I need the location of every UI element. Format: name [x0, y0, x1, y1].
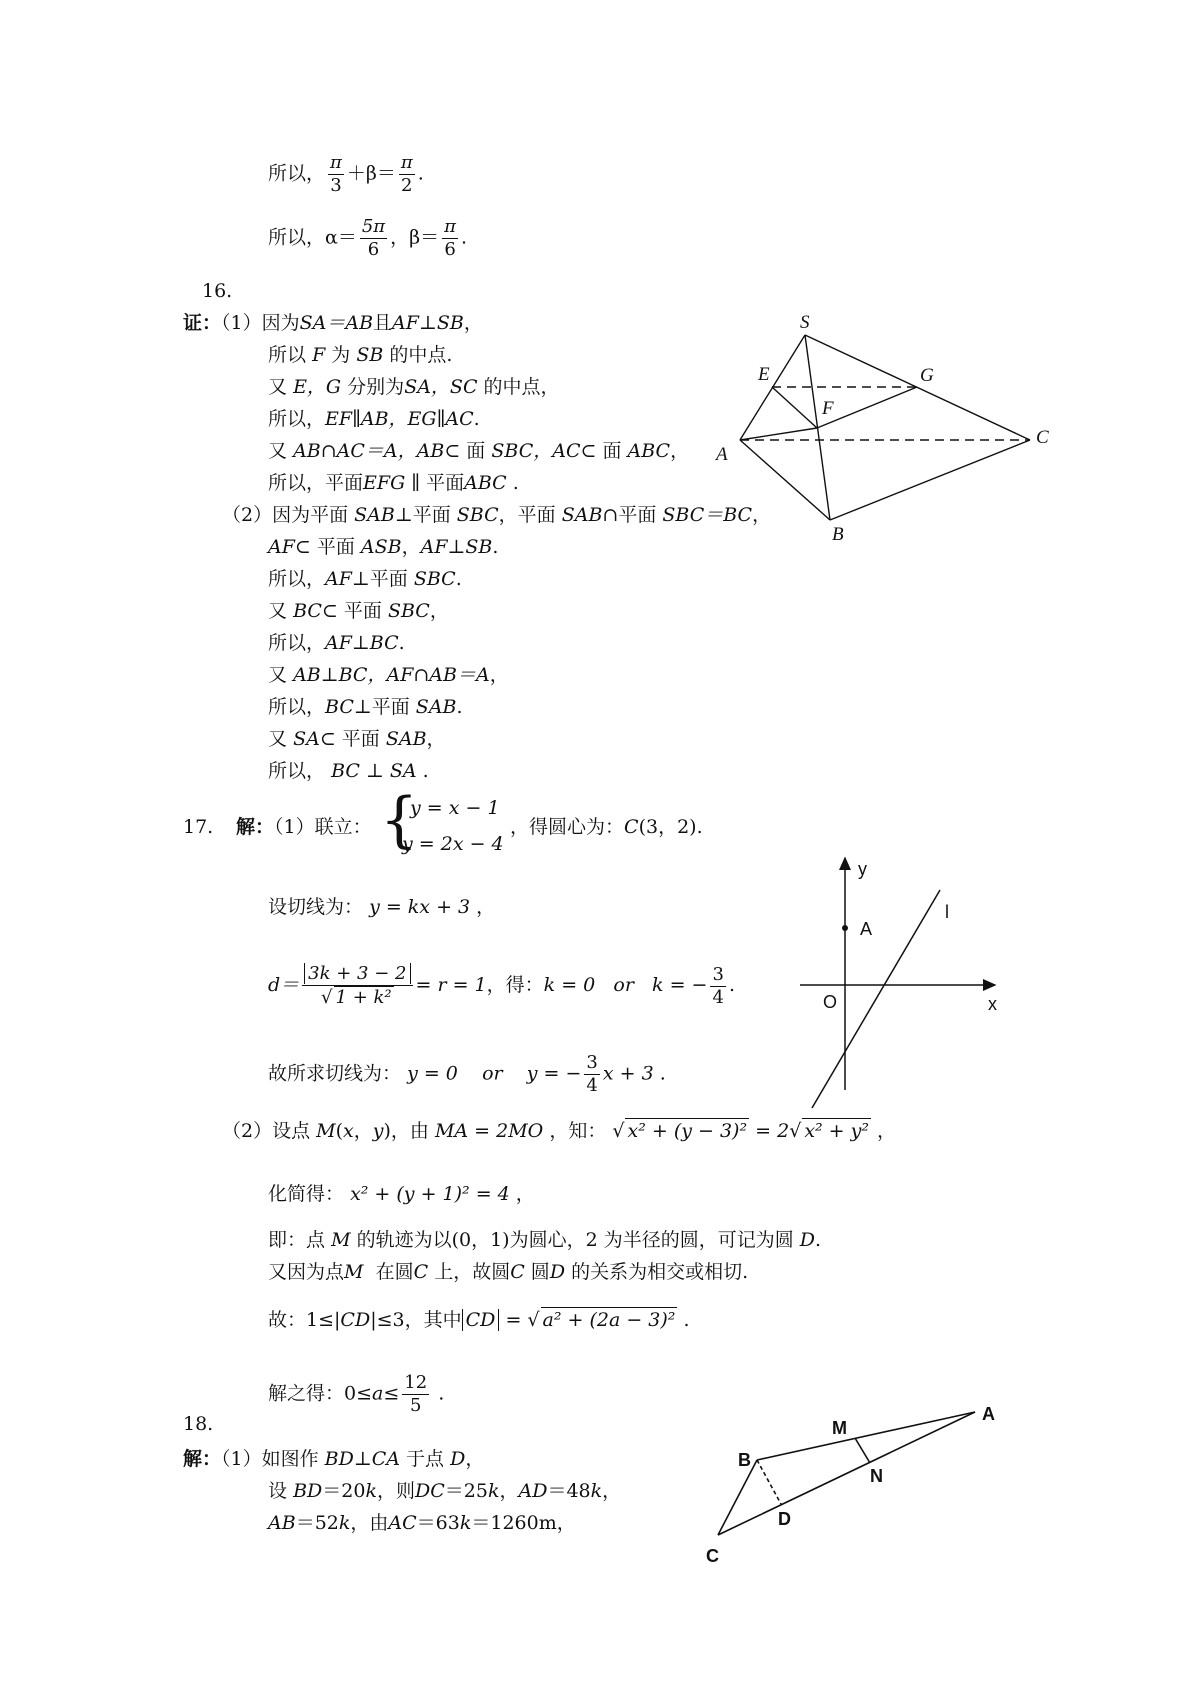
denominator: 2 — [401, 175, 413, 196]
label-l: l — [945, 902, 949, 922]
p17-line8 — [268, 1260, 748, 1284]
fraction-3-4 — [584, 1052, 599, 1097]
text: 在圆 — [375, 1261, 414, 1283]
text: （2）因为平面 — [222, 504, 349, 526]
text: ， — [463, 312, 483, 334]
text: 设切线为： — [268, 896, 364, 918]
text: ⊥平面 — [394, 504, 451, 526]
p17-line2 — [268, 895, 495, 919]
p18-line2 — [268, 1479, 621, 1503]
math: EFG — [363, 472, 406, 494]
text: ＝52 — [295, 1512, 339, 1534]
text: . — [456, 696, 463, 718]
label-A: A — [716, 444, 728, 465]
denominator: 6 — [444, 239, 456, 260]
math: SB — [356, 344, 384, 366]
fraction-5pi-over-6 — [360, 216, 387, 261]
text: ，由 — [350, 1512, 389, 1534]
p18-line1 — [183, 1447, 484, 1471]
p18-line3 — [268, 1511, 576, 1535]
text: ， — [465, 1448, 485, 1470]
label-y: y — [858, 859, 867, 879]
math: x + 3 — [602, 1062, 654, 1085]
system-brace: { — [380, 785, 419, 855]
denominator: 4 — [712, 986, 724, 1008]
text: 所以 — [268, 344, 307, 366]
p16-line5 — [268, 439, 689, 463]
text: ， — [515, 1183, 535, 1205]
text: ， — [877, 1120, 897, 1142]
fraction-12-5 — [402, 1372, 429, 1417]
p16-line11 — [268, 631, 405, 655]
math: k — [365, 1480, 377, 1502]
p16-line10 — [268, 599, 449, 623]
label-E: E — [758, 364, 770, 385]
text: 所以， — [268, 696, 326, 718]
abs-value: 3k + 3 − 2 — [304, 963, 410, 984]
p17-line6 — [268, 1182, 535, 1206]
p16-line14 — [268, 727, 446, 751]
math: D — [799, 1229, 815, 1251]
text: ⊂ 面 — [444, 440, 486, 462]
label-A: A — [860, 919, 873, 939]
text: 分别为 — [347, 376, 405, 398]
text: . — [659, 1062, 666, 1085]
math: SAB — [354, 504, 395, 526]
text: )，由 — [383, 1120, 429, 1142]
text: ⊥平面 — [351, 568, 408, 590]
radicand: x² + y² — [804, 1120, 869, 1142]
text: ，β＝ — [390, 226, 440, 249]
p15-line2 — [268, 216, 467, 261]
math: SAB — [385, 728, 427, 750]
p17-line7 — [268, 1228, 821, 1252]
text: ，得圆心为： — [510, 816, 625, 838]
math: x — [343, 1120, 354, 1142]
math: C — [624, 816, 639, 838]
denominator: 6 — [367, 239, 380, 260]
text: . — [728, 974, 735, 996]
point-A — [842, 925, 848, 931]
text: ⊥平面 — [353, 696, 410, 718]
text: ＝63 — [416, 1512, 460, 1534]
p17-line10 — [268, 1372, 444, 1417]
math: y = 0 — [407, 1062, 458, 1085]
text: . — [815, 1229, 822, 1251]
text: α＝ — [325, 226, 357, 249]
p17-number: 17. — [183, 816, 214, 838]
edge-BC — [830, 440, 1030, 520]
numerator: 3 — [712, 963, 724, 985]
math: or — [482, 1062, 503, 1085]
text: 的中点， — [483, 376, 560, 398]
p16-line6 — [268, 471, 519, 495]
text: . — [438, 1382, 445, 1405]
math: k = − — [652, 974, 708, 996]
math: E，G — [293, 376, 342, 398]
text: ， — [752, 504, 772, 526]
label: 解： — [236, 816, 275, 838]
edge-AF — [740, 428, 817, 440]
p16-line4 — [268, 407, 480, 431]
text: 设 — [268, 1480, 288, 1502]
text: ≤ — [383, 1382, 400, 1405]
math: SA，SC — [404, 376, 478, 398]
denominator: √ 1 + k² — [321, 987, 392, 1008]
text: 又 — [268, 600, 288, 622]
label-B: B — [832, 524, 844, 545]
text: ，平面 — [498, 504, 556, 526]
text: ＝20 — [322, 1480, 366, 1502]
fraction-pi-over-3 — [328, 152, 344, 197]
edge-EF — [772, 387, 817, 428]
text: 且 — [373, 312, 393, 334]
math: SA＝AB — [299, 312, 374, 334]
label-N: N — [870, 1466, 883, 1486]
math: SBC — [413, 568, 456, 590]
math: ABC — [627, 440, 671, 462]
text: 圆 — [530, 1261, 550, 1283]
math: BC — [325, 696, 354, 718]
math: AF — [325, 568, 352, 590]
text: ，知： — [549, 1120, 607, 1142]
math: M — [331, 1229, 351, 1251]
math: C — [510, 1261, 525, 1283]
fraction-pi-over-2 — [399, 152, 415, 197]
fraction-pi-over-6 — [442, 216, 458, 261]
text: . — [398, 632, 405, 654]
p16-line3 — [268, 375, 560, 399]
radicand: a² + (2a − 3)² — [542, 1309, 676, 1331]
text: （2）设点 — [222, 1120, 311, 1142]
text: ＝1260m， — [471, 1512, 576, 1534]
text: ，得： — [486, 974, 544, 996]
label-B: B — [738, 1450, 751, 1470]
p16-line8 — [268, 535, 498, 559]
p17-line5: （2）设点 M(x，y)，由 MA = 2MO ，知： √ x² + (y − 3)² = 2√ x² + y² ， — [222, 1120, 897, 1142]
radicand: 1 + k² — [335, 987, 392, 1008]
text: 于点 — [406, 1448, 445, 1470]
p17-line4 — [268, 1052, 666, 1097]
label-M: M — [832, 1418, 847, 1438]
text: |≤3，其中 — [370, 1309, 462, 1331]
p16-line15 — [268, 759, 429, 783]
text: 即：点 — [268, 1229, 326, 1251]
math: F — [312, 344, 326, 366]
math: = 2 — [755, 1120, 790, 1142]
system-eq2: y = 2x − 4 — [402, 833, 504, 855]
math: BC ⊥ SA — [331, 760, 417, 782]
label-C: C — [706, 1546, 719, 1566]
math: D — [450, 1448, 466, 1470]
text: 的轨迹为以(0，1)为圆心，2 为半径的圆，可记为圆 — [356, 1229, 794, 1251]
pyramid-figure — [700, 300, 1060, 550]
text: ∩平面 — [602, 504, 657, 526]
math: M — [316, 1120, 336, 1142]
math: AB⊥BC，AF∩AB＝A — [293, 664, 490, 686]
text: ，则 — [376, 1480, 415, 1502]
text: ＋β＝ — [346, 162, 396, 185]
label-O: O — [823, 992, 838, 1012]
radicand: x² + (y − 3)² — [627, 1120, 748, 1142]
p18-number: 18. — [183, 1413, 214, 1435]
numerator — [302, 963, 412, 986]
math: ABC — [464, 472, 507, 494]
math: AB — [268, 1512, 296, 1534]
text: （1）如图作 — [221, 1448, 319, 1470]
label-F: F — [822, 398, 834, 419]
numerator: π — [330, 152, 342, 173]
text: ∥ 平面 — [411, 472, 465, 494]
text: 又 — [268, 440, 288, 462]
math: AF⊥BC — [325, 632, 399, 654]
text: ⊂ 平面 — [294, 536, 355, 558]
text: 所以， — [268, 632, 326, 654]
edge-AB — [740, 440, 830, 520]
system-eq1: y = x − 1 — [410, 797, 500, 819]
text: 所以，平面 — [268, 472, 364, 494]
text: （1）联立： — [274, 816, 372, 838]
text: 所以， — [268, 162, 326, 185]
math: AF⊥SB — [420, 536, 493, 558]
text: . — [683, 1309, 690, 1331]
denominator: 4 — [586, 1075, 598, 1096]
text: 又 — [268, 376, 288, 398]
text: . — [512, 472, 519, 494]
text: ＝48 — [547, 1480, 591, 1502]
math: SBC＝BC — [662, 504, 753, 526]
math: DC — [414, 1480, 445, 1502]
math: AF⊥SB — [392, 312, 464, 334]
text: 故：1≤| — [268, 1309, 341, 1331]
text: 化简得： — [268, 1183, 345, 1205]
segment-BD-dashed — [757, 1460, 781, 1504]
text: ， — [670, 440, 690, 462]
math: BD — [293, 1480, 323, 1502]
math: SAB — [415, 696, 457, 718]
numerator: 12 — [404, 1372, 428, 1393]
label-A: A — [982, 1404, 995, 1424]
text: 上，故圆 — [434, 1261, 511, 1283]
triangle-figure — [690, 1395, 1010, 1575]
denominator: 5 — [409, 1395, 422, 1416]
text: 解之得：0≤ — [268, 1382, 373, 1405]
math: = r = 1 — [415, 974, 487, 996]
text: ⊂ 平面 — [321, 600, 382, 622]
math: AC — [388, 1512, 417, 1534]
label-D: D — [778, 1509, 791, 1529]
math: = — [505, 1309, 522, 1331]
numerator: π — [400, 152, 413, 173]
label-G: G — [920, 365, 934, 386]
math: AF — [268, 536, 295, 558]
text: 又因为点 — [268, 1261, 345, 1283]
math: SAB — [561, 504, 603, 526]
p17-line3 — [268, 963, 735, 1009]
text: . — [422, 760, 429, 782]
text: ， — [353, 1120, 373, 1142]
text: 为 — [331, 344, 351, 366]
math: d＝ — [268, 974, 300, 996]
text: ⊂ 面 — [580, 440, 622, 462]
side-BA — [757, 1412, 975, 1460]
math: BC — [293, 600, 322, 622]
math: or — [613, 974, 634, 996]
label: 证： — [183, 312, 222, 334]
p16-line13 — [268, 695, 463, 719]
numerator: 3 — [586, 1052, 598, 1073]
math: x² + (y + 1)² = 4 — [350, 1183, 510, 1205]
text: 所以， — [268, 226, 326, 249]
text: 所以， — [268, 568, 326, 590]
math: k — [487, 1480, 500, 1502]
text: 故所求切线为： — [268, 1062, 402, 1085]
label-C: C — [1036, 427, 1049, 448]
text: . — [417, 162, 424, 185]
text: 的中点. — [389, 344, 453, 366]
math: y = − — [526, 1062, 582, 1085]
label-x: x — [988, 994, 997, 1014]
side-CB — [718, 1460, 757, 1535]
text: ， — [489, 664, 509, 686]
math: BD⊥CA — [324, 1448, 400, 1470]
p17-line1-tail — [510, 815, 703, 839]
math: SBC — [456, 504, 499, 526]
text: . — [455, 568, 462, 590]
distance-fraction — [302, 963, 412, 1009]
math: k = 0 — [543, 974, 596, 996]
segment-MN — [855, 1438, 870, 1463]
math: M — [344, 1261, 364, 1283]
text: ， — [499, 1480, 519, 1502]
math: k — [459, 1512, 472, 1534]
text: 又 — [268, 664, 288, 686]
text: ＝25 — [444, 1480, 488, 1502]
text: 所以， — [268, 408, 326, 430]
text: 的关系为相交或相切. — [571, 1261, 749, 1283]
math: EF∥AB，EG∥AC — [325, 408, 474, 430]
p17-line9: 故：1≤|CD|≤3，其中 CD = √ a² + (2a − 3)² . — [268, 1309, 690, 1331]
text: ， — [426, 728, 446, 750]
math: D — [549, 1261, 566, 1283]
text: . — [473, 408, 480, 430]
p15-line1 — [268, 152, 424, 197]
fraction-3-4 — [710, 964, 725, 1009]
text: （1）因为 — [221, 312, 300, 334]
text: 所以， — [268, 760, 326, 782]
p16-line9 — [268, 567, 462, 591]
label: 解： — [183, 1448, 222, 1470]
math: SBC，AC — [491, 440, 581, 462]
math: ASB — [360, 536, 402, 558]
denominator: 3 — [330, 175, 342, 196]
math: AB∩AC＝A，AB — [293, 440, 445, 462]
p16-line7 — [222, 503, 771, 527]
numerator: π — [444, 216, 456, 237]
numerator: 5π — [361, 216, 386, 237]
text: ， — [401, 536, 421, 558]
coordinate-figure — [790, 850, 1010, 1110]
text: ， — [476, 896, 496, 918]
abs-value: CD — [462, 1309, 500, 1331]
p16-line2 — [268, 343, 452, 367]
math: SBC — [387, 600, 430, 622]
math: C — [413, 1261, 429, 1283]
p16-line12 — [268, 663, 509, 687]
math: MA = 2MO — [434, 1120, 544, 1142]
math: AD — [518, 1480, 548, 1502]
text: ， — [429, 600, 449, 622]
text: ⊂ 平面 — [319, 728, 380, 750]
p16-number: 16. — [202, 280, 233, 302]
math: y = kx + 3 — [369, 896, 471, 918]
math: SA — [293, 728, 320, 750]
math: CD — [340, 1309, 371, 1331]
math: k — [590, 1480, 603, 1502]
math: y — [372, 1120, 384, 1142]
p17-line1 — [236, 815, 372, 839]
math: a — [372, 1382, 384, 1405]
label-S: S — [800, 312, 810, 333]
math: k — [338, 1512, 351, 1534]
p16-line1 — [183, 311, 483, 335]
text: ( — [335, 1120, 344, 1142]
text: ， — [602, 1480, 622, 1502]
text: (3，2). — [638, 816, 703, 838]
text: 又 — [268, 728, 288, 750]
text: . — [461, 226, 468, 249]
text: . — [492, 536, 499, 558]
